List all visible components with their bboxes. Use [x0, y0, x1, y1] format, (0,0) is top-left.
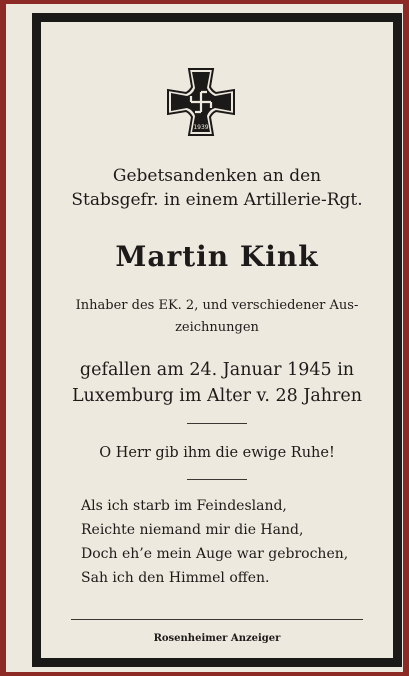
death-line-1: gefallen am 24. Januar 1945 in — [79, 360, 355, 380]
short-divider — [187, 423, 247, 424]
black-mourning-border — [32, 13, 402, 667]
verse-line: Als ich starb im Feindesland, — [81, 498, 287, 514]
memorial-card — [6, 4, 403, 672]
prayer-line: O Herr gib ihm die ewige Ruhe! — [99, 445, 335, 461]
verse-line: Doch eh’e mein Auge war gebrochen, — [81, 546, 349, 562]
heading-line-1: Gebetsandenken an den — [112, 166, 322, 186]
footer-divider — [71, 619, 363, 620]
short-divider — [187, 479, 247, 480]
printer-imprint: Rosenheimer Anzeiger — [153, 633, 281, 644]
cross-year: 1939 — [193, 124, 209, 131]
verse-line: Reichte niemand mir die Hand, — [81, 522, 304, 538]
deceased-name: Martin Kink — [115, 240, 319, 273]
decorations-line-2: zeichnungen — [175, 320, 259, 335]
verse-line: Sah ich den Himmel offen. — [81, 570, 270, 586]
heading-line-2: Stabsgefr. in einem Artillerie-Rgt. — [71, 190, 363, 210]
iron-cross-icon — [166, 67, 236, 137]
decorations-line-1: Inhaber des EK. 2, und verschiedener Aus- — [75, 298, 359, 313]
death-line-2: Luxemburg im Alter v. 28 Jahren — [71, 386, 363, 406]
